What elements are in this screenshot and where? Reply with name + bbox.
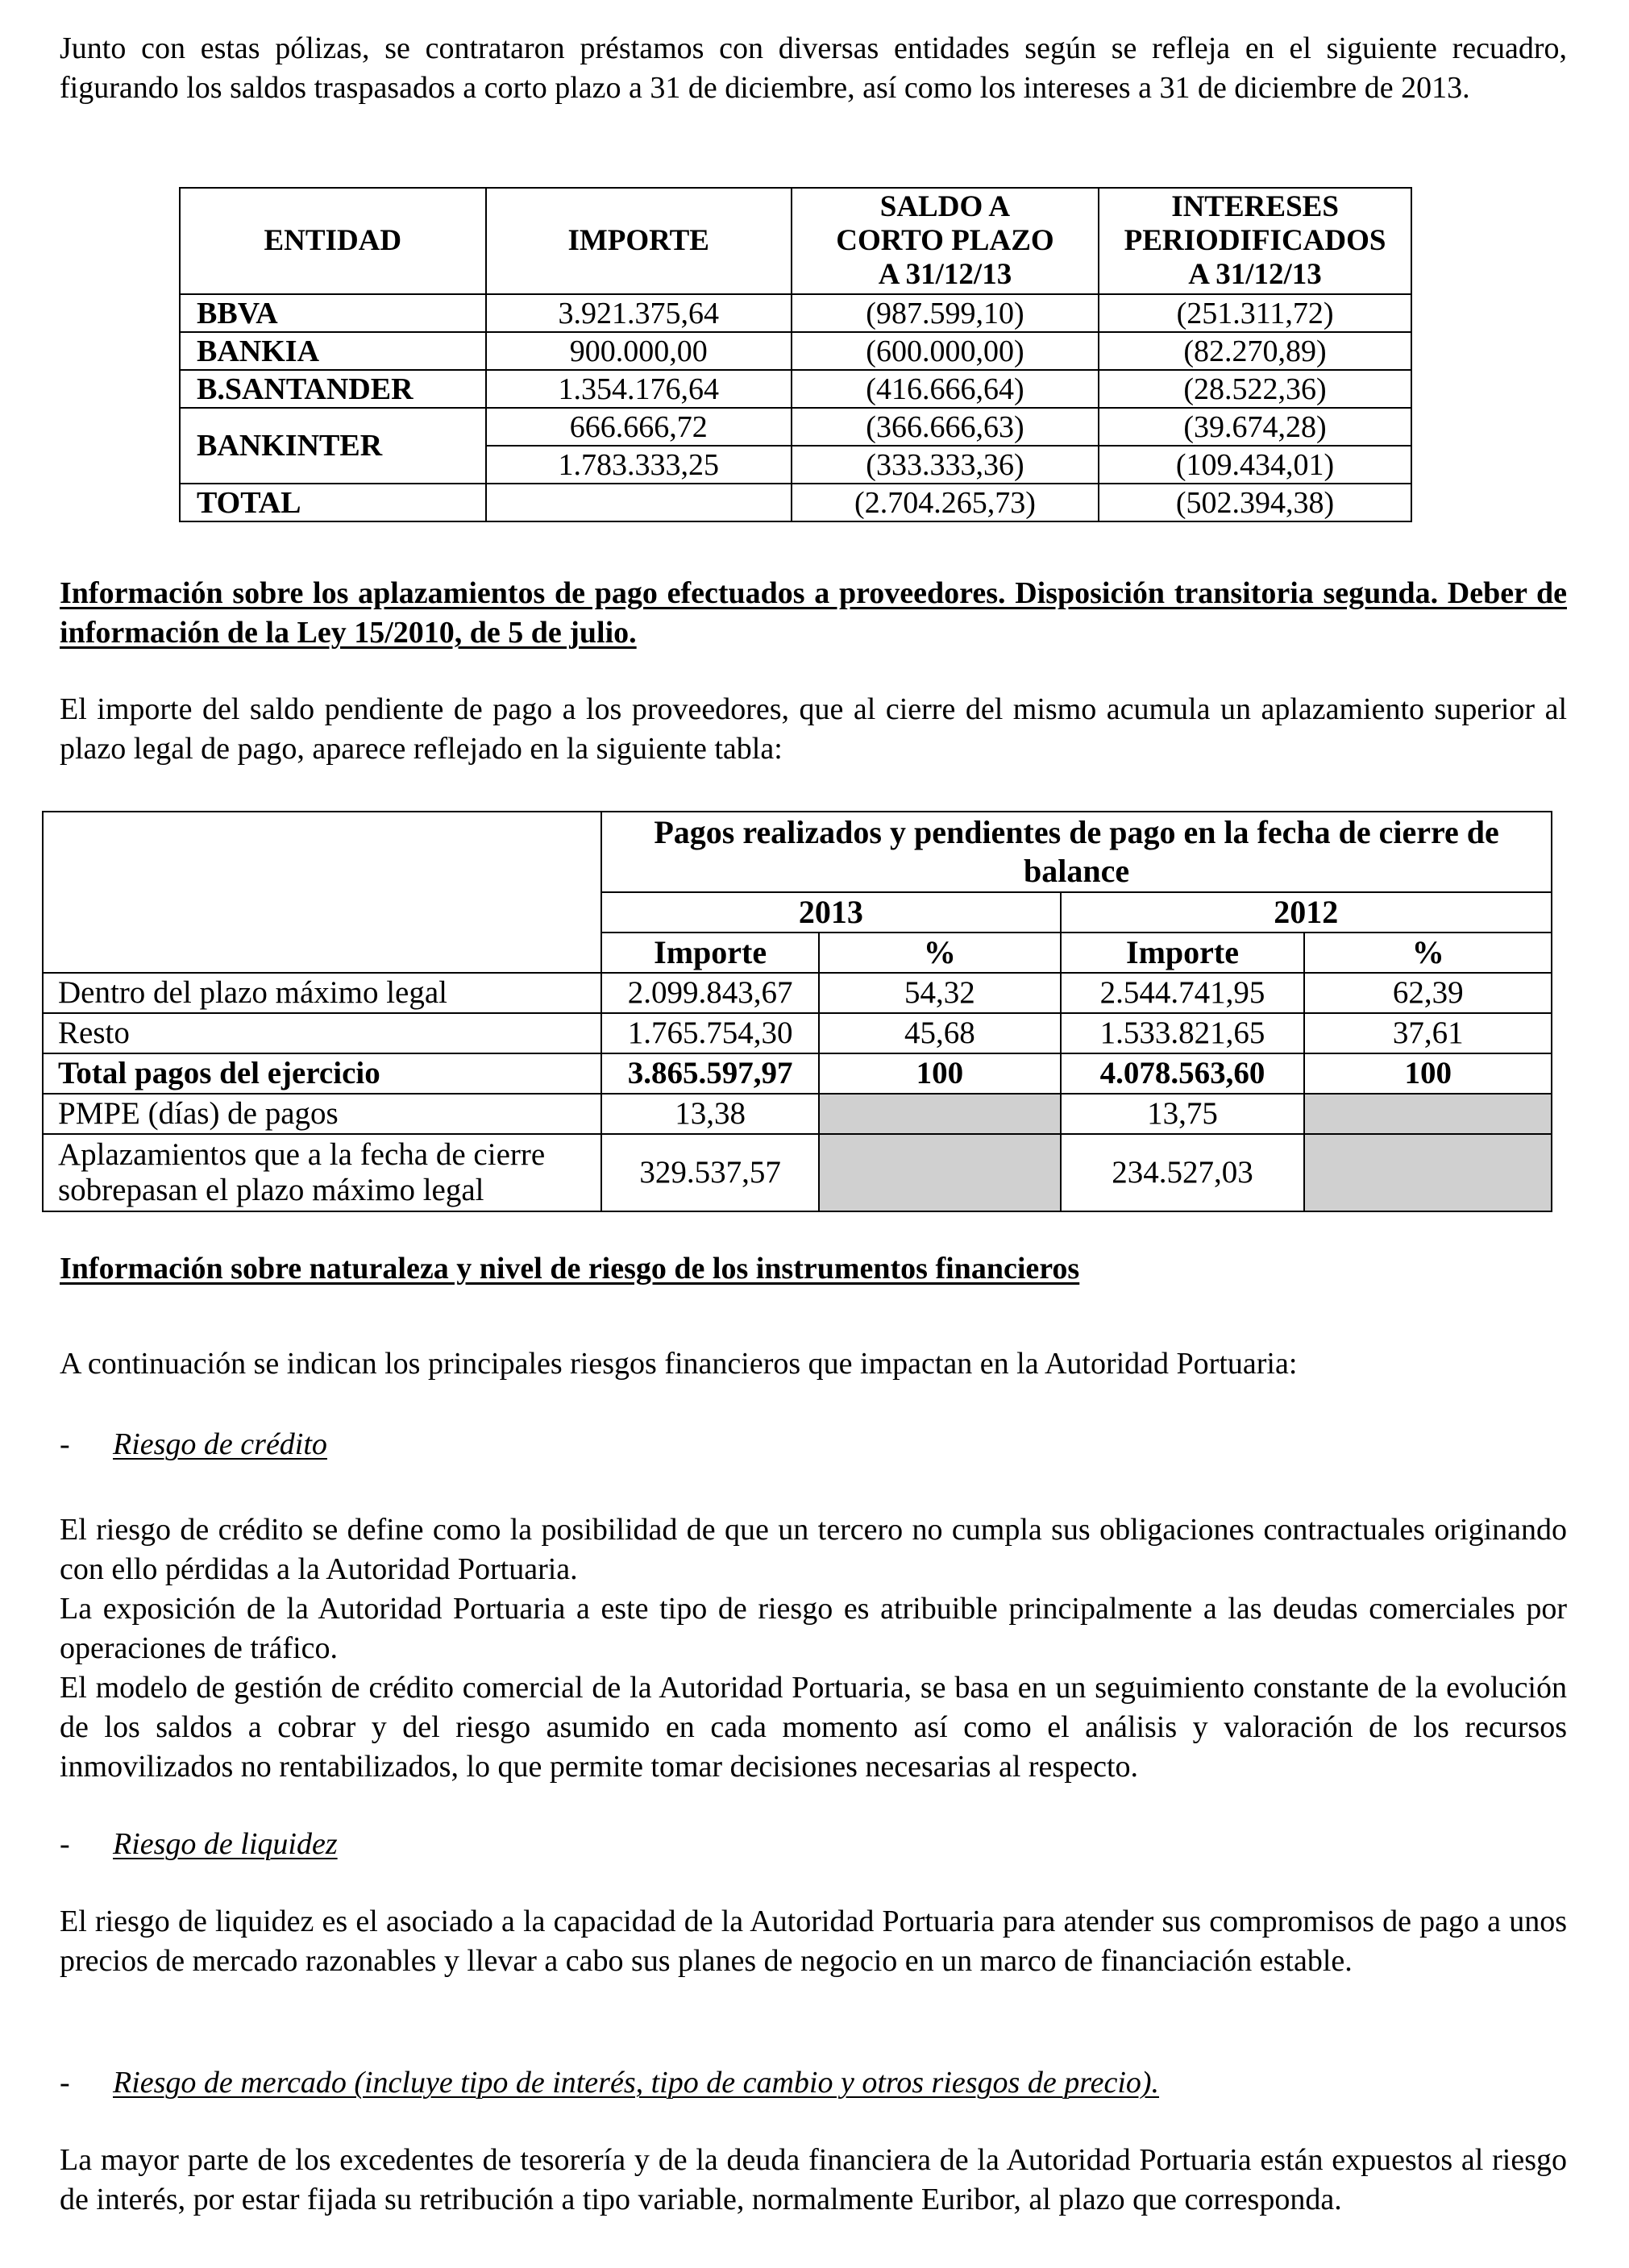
empty-header-cell (43, 812, 601, 973)
cell-entidad: B.SANTANDER (180, 370, 486, 408)
table-row (43, 1134, 1552, 1211)
cell-total-intereses: (502.394,38) (1099, 484, 1411, 521)
table-row (43, 1013, 1552, 1053)
riesgo-credito-p1: El riesgo de crédito se define como la posibilidad de que un tercero no cumpla sus obligaciones contractuales originando con ello pérdidas a la Autoridad Portuaria. (60, 1513, 1567, 1586)
cell-pct-2012: 62,39 (1304, 973, 1552, 1013)
table-row (180, 370, 1411, 408)
header-saldo: SALDO A CORTO PLAZO A 31/12/13 (792, 188, 1099, 294)
cell-entidad: BANKINTER (180, 408, 486, 484)
loans-table (179, 187, 1412, 522)
header-entidad: ENTIDAD (180, 188, 486, 294)
riesgo-mercado-title: Riesgo de mercado (incluye tipo de interés, tipo de cambio y otros riesgos de precio). (113, 2066, 1160, 2100)
cell-importe-2012: 13,75 (1061, 1094, 1305, 1134)
col-pct-2013: % (819, 933, 1061, 973)
table-total-row (180, 484, 1411, 521)
cell-importe: 666.666,72 (486, 408, 792, 446)
cell-importe: 900.000,00 (486, 332, 792, 370)
row-label: Total pagos del ejercicio (43, 1053, 601, 1094)
cell-importe-2013: 3.865.597,97 (601, 1053, 819, 1094)
proveedores-paragraph: El importe del saldo pendiente de pago a los proveedores, que al cierre del mismo acumula un aplazamiento superior al plazo legal de pago, aparece reflejado en la siguiente tabla: (60, 692, 1567, 766)
cell-importe: 3.921.375,64 (486, 294, 792, 332)
table-row (180, 408, 1411, 446)
cell-pct-2012: 100 (1304, 1053, 1552, 1094)
cell-importe-2012: 4.078.563,60 (1061, 1053, 1305, 1094)
cell-pct-2012: 37,61 (1304, 1013, 1552, 1053)
col-pct-2012: % (1304, 933, 1552, 973)
row-label: Aplazamientos que a la fecha de cierre sobrepasan el plazo máximo legal (43, 1134, 601, 1211)
cell-pct-2013 (819, 1094, 1061, 1134)
cell-intereses: (82.270,89) (1099, 332, 1411, 370)
cell-pct-2013 (819, 1134, 1061, 1211)
intro-paragraph: Junto con estas pólizas, se contrataron préstamos con diversas entidades según se refleja en el siguiente recuadro, figurando los saldos traspasados a corto plazo a 31 de diciembre, así como los intereses a 31 de diciembre de 2013. (60, 31, 1567, 105)
cell-importe-2013: 13,38 (601, 1094, 819, 1134)
bullet-dash: - (60, 1427, 70, 1461)
year-2012-header: 2012 (1061, 892, 1552, 933)
payments-table (42, 811, 1552, 1212)
riesgo-mercado-p1: La mayor parte de los excedentes de tesorería y de la deuda financiera de la Autoridad Portuaria están expuestos al riesgo de interés, por estar fijada su retribución a tipo variable, normalmente Euribor, al plazo que corresponda. (60, 2143, 1567, 2216)
table-row (180, 294, 1411, 332)
cell-importe: 1.783.333,25 (486, 446, 792, 484)
cell-importe-2012: 1.533.821,65 (1061, 1013, 1305, 1053)
cell-pct-2012 (1304, 1134, 1552, 1211)
cell-intereses: (109.434,01) (1099, 446, 1411, 484)
cell-intereses: (251.311,72) (1099, 294, 1411, 332)
row-label: Resto (43, 1013, 601, 1053)
riesgo-liquidez-p1: El riesgo de liquidez es el asociado a la capacidad de la Autoridad Portuaria para atender sus compromisos de pago a unos precios de mercado razonables y llevar a cabo sus planes de negocio en un marco de financiación estable. (60, 1905, 1567, 1978)
section-heading-proveedores: Información sobre los aplazamientos de pago efectuados a proveedores. Disposición transitoria segunda. Deber de información de la Ley 15/2010, de 5 de julio. (60, 576, 1567, 650)
cell-importe-2013: 1.765.754,30 (601, 1013, 819, 1053)
cell-total-label: TOTAL (180, 484, 486, 521)
row-label: Dentro del plazo máximo legal (43, 973, 601, 1013)
cell-intereses: (28.522,36) (1099, 370, 1411, 408)
riesgo-liquidez-title: Riesgo de liquidez (113, 1827, 338, 1861)
table-row (43, 973, 1552, 1013)
cell-saldo: (600.000,00) (792, 332, 1099, 370)
cell-importe-2012: 234.527,03 (1061, 1134, 1305, 1211)
row-label: PMPE (días) de pagos (43, 1094, 601, 1134)
bullet-riesgo-liquidez (60, 1825, 1567, 1864)
cell-importe: 1.354.176,64 (486, 370, 792, 408)
cell-pct-2013: 54,32 (819, 973, 1061, 1013)
bullet-riesgo-mercado (60, 2063, 1567, 2103)
cell-pct-2013: 45,68 (819, 1013, 1061, 1053)
riesgo-credito-title: Riesgo de crédito (113, 1427, 327, 1461)
bullet-riesgo-credito (60, 1425, 1567, 1464)
cell-entidad: BANKIA (180, 332, 486, 370)
cell-intereses: (39.674,28) (1099, 408, 1411, 446)
riesgo-credito-p2: La exposición de la Autoridad Portuaria a este tipo de riesgo es atribuible principalmente a las deudas comerciales por operaciones de tráfico. (60, 1592, 1567, 1665)
table-row (180, 332, 1411, 370)
payments-header-main: Pagos realizados y pendientes de pago en la fecha de cierre de balance (601, 812, 1552, 892)
cell-importe-2012: 2.544.741,95 (1061, 973, 1305, 1013)
header-intereses: INTERESES PERIODIFICADOS A 31/12/13 (1099, 188, 1411, 294)
riesgos-intro-paragraph: A continuación se indican los principales riesgos financieros que impactan en la Autoridad Portuaria: (60, 1347, 1298, 1381)
cell-saldo: (416.666,64) (792, 370, 1099, 408)
bullet-dash: - (60, 1827, 70, 1861)
table-row (43, 1094, 1552, 1134)
cell-pct-2012 (1304, 1094, 1552, 1134)
cell-saldo: (987.599,10) (792, 294, 1099, 332)
cell-saldo: (333.333,36) (792, 446, 1099, 484)
section-heading-riesgos: Información sobre naturaleza y nivel de riesgo de los instrumentos financieros (60, 1252, 1080, 1286)
cell-total-importe (486, 484, 792, 521)
cell-total-saldo: (2.704.265,73) (792, 484, 1099, 521)
header-importe: IMPORTE (486, 188, 792, 294)
col-importe-2013: Importe (601, 933, 819, 973)
cell-pct-2013: 100 (819, 1053, 1061, 1094)
riesgo-credito-p3: El modelo de gestión de crédito comercial de la Autoridad Portuaria, se basa en un seguimiento constante de la evolución de los saldos a cobrar y del riesgo asumido en cada momento así como el análisis y valoración de los recursos inmovilizados no rentabilizados, lo que permite tomar decisiones necesarias al respecto. (60, 1671, 1567, 1784)
year-2013-header: 2013 (601, 892, 1060, 933)
cell-importe-2013: 2.099.843,67 (601, 973, 819, 1013)
cell-importe-2013: 329.537,57 (601, 1134, 819, 1211)
cell-entidad: BBVA (180, 294, 486, 332)
table-row-total (43, 1053, 1552, 1094)
cell-saldo: (366.666,63) (792, 408, 1099, 446)
col-importe-2012: Importe (1061, 933, 1305, 973)
bullet-dash: - (60, 2066, 70, 2100)
